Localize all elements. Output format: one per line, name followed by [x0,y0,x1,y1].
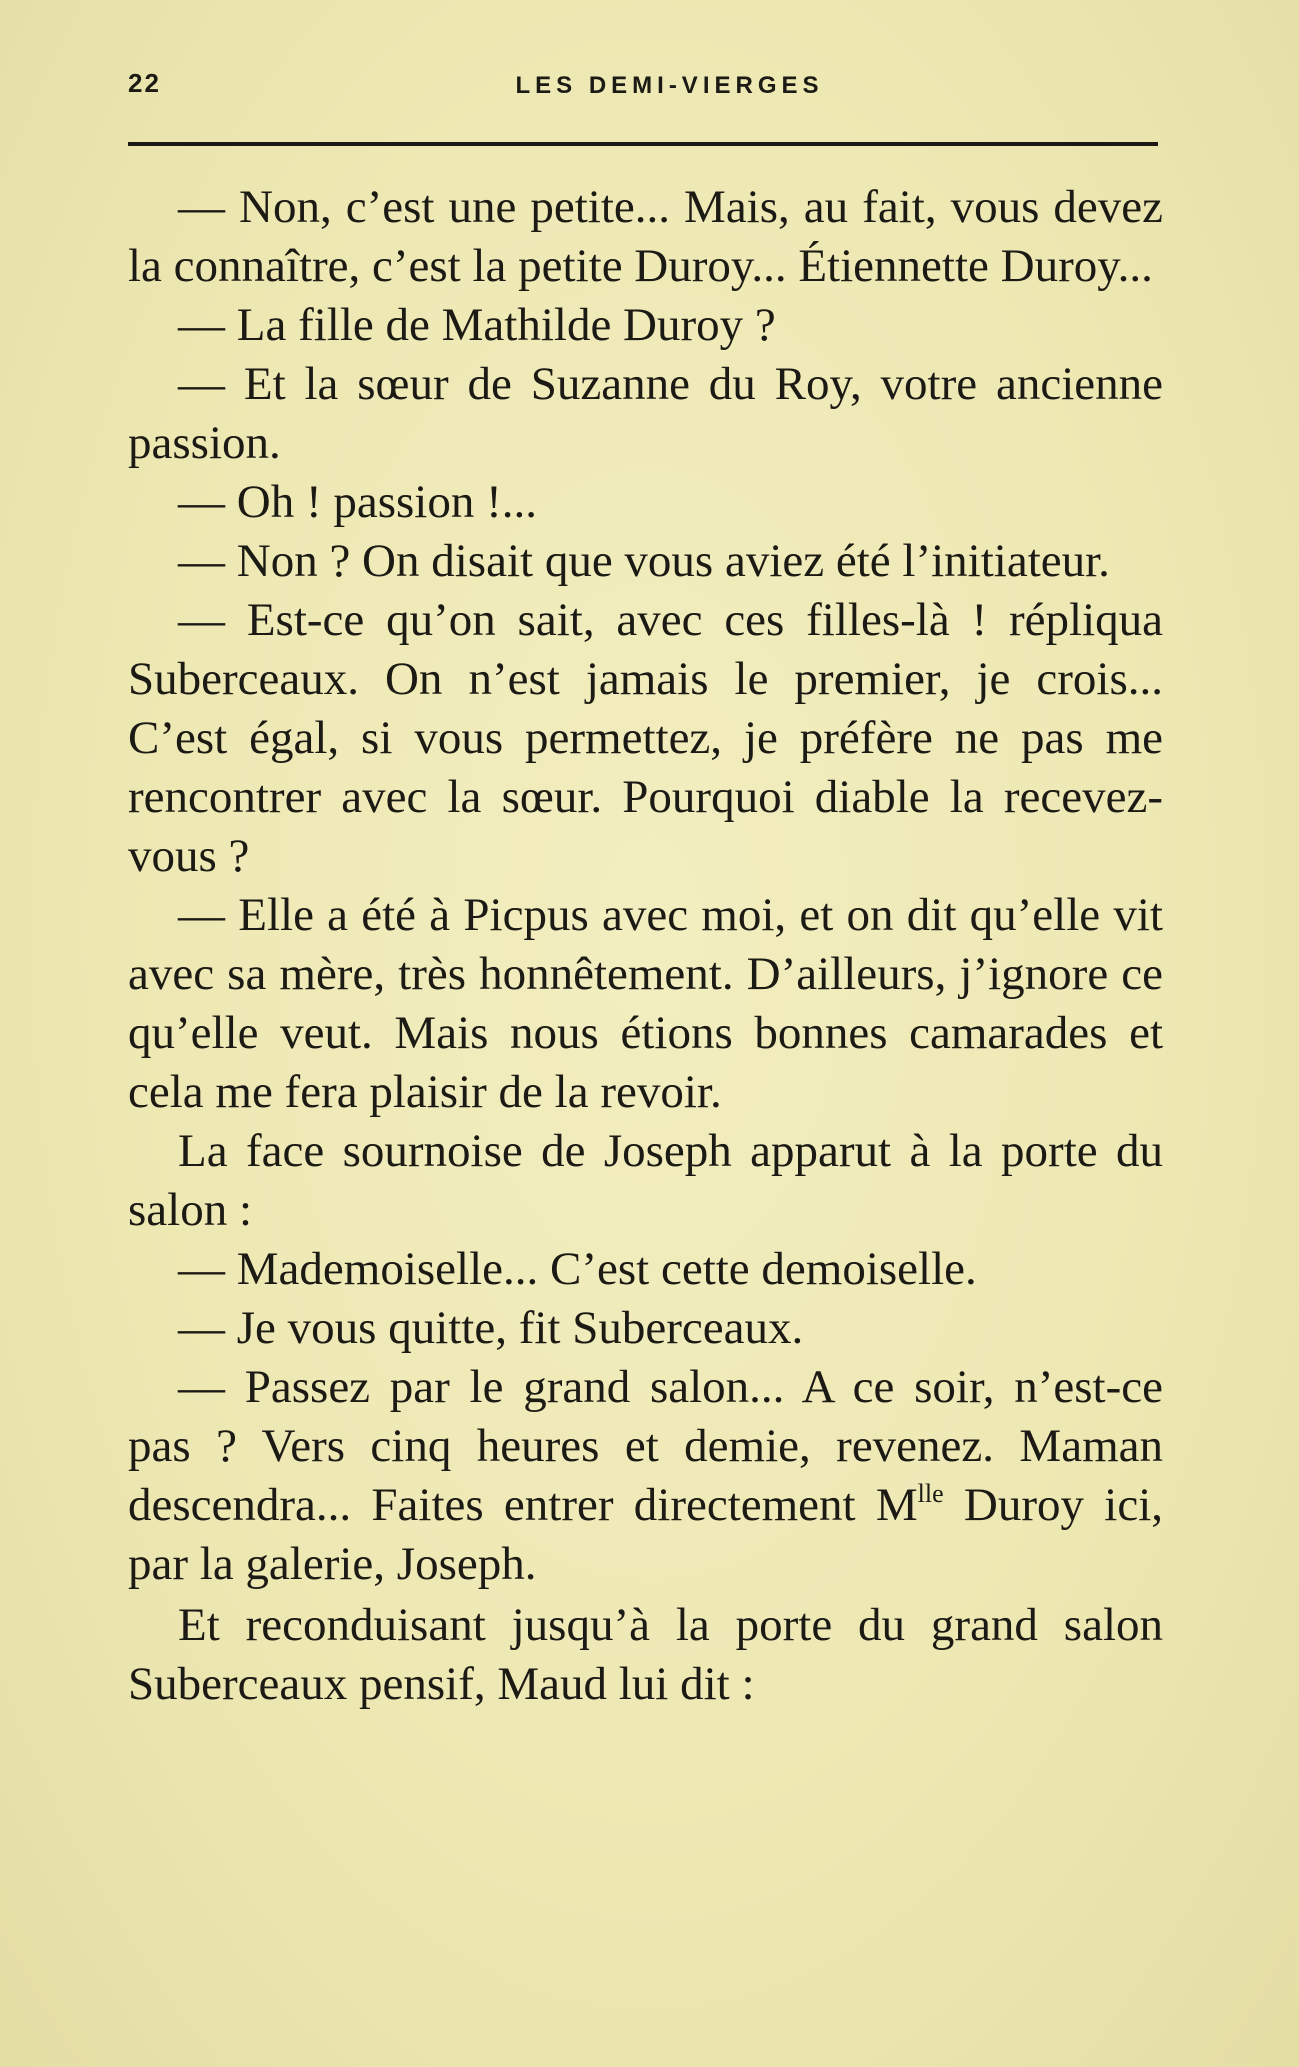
paragraph-7: — Elle a été à Picpus avec moi, et on dit qu’elle vit avec sa mère, très honnêtement. D’ailleurs, j’ignore ce qu’elle veut. Mais nous étions bonnes camarades et cela me fera plaisir de la revoir. [128,889,1163,1118]
paragraph-6: — Est-ce qu’on sait, avec ces filles-là ! répliqua Suberceaux. On n’est jamais le premier, je crois... C’est égal, si vous permettez, je préfère ne pas me rencontrer avec la sœur. Pourquoi diable la recevez-vous ? [128,594,1163,882]
mlle-rest: Duroy ici, par la galerie, Joseph. [128,1479,1163,1590]
header-rule [128,142,1158,146]
page-number: 22 [128,68,161,98]
mlle-prefix: M [875,1479,918,1531]
paragraph-11-text: — Passez par le grand salon... A ce soir, n’est-ce pas ? Vers cinq heures et demie, revenez. Maman descendra... Faites entrer directement [128,1361,1163,1531]
paragraph-10: — Je vous quitte, fit Suberceaux. [178,1302,804,1354]
paragraph-1: — Non, c’est une petite... Mais, au fait, vous devez la connaître, c’est la petite Duroy... Étiennette Duroy... [128,181,1163,292]
body-text [128,178,1163,1714]
running-title: LES DEMI-VIERGES [515,72,824,99]
running-head [128,68,1171,108]
paragraph-11 [128,1358,1163,1594]
paragraph-3: — Et la sœur de Suzanne du Roy, votre ancienne passion. [128,358,1163,469]
paragraph-12: Et reconduisant jusqu’à la porte du grand salon Suberceaux pensif, Maud lui dit : [128,1599,1163,1710]
paragraph-2: — La fille de Mathilde Duroy ? [178,299,776,351]
paragraph-9: — Mademoiselle... C’est cette demoiselle. [178,1243,977,1295]
paragraph-5: — Non ? On disait que vous aviez été l’initiateur. [178,535,1110,587]
mlle-superscript: lle [917,1479,944,1508]
paragraph-4: — Oh ! passion !... [178,476,537,528]
paragraph-8: La face sournoise de Joseph apparut à la porte du salon : [128,1125,1163,1236]
